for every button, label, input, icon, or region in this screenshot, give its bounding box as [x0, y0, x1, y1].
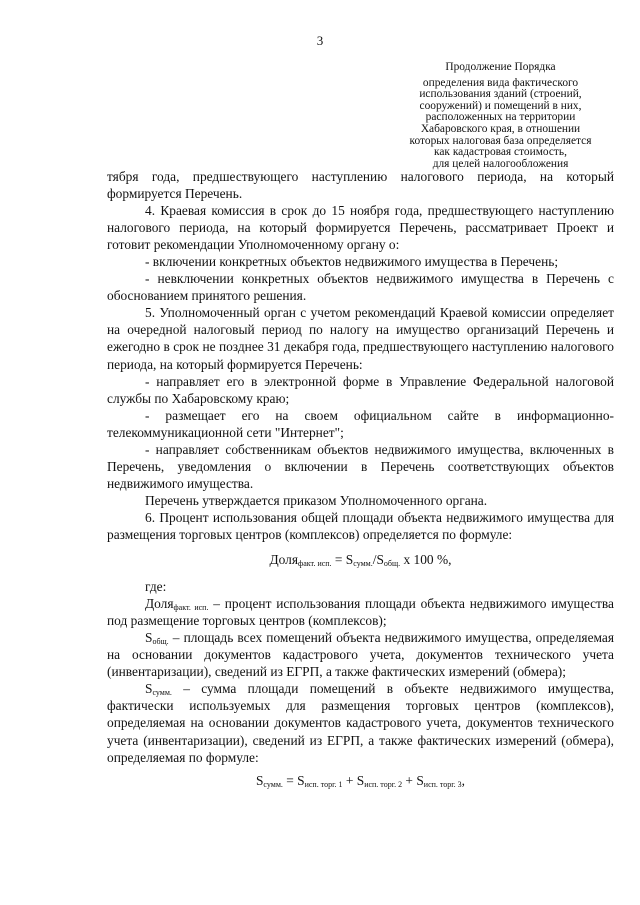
list-item: - размещает его на своем официальном сайте в информационно-телекоммуникационной сети "Интернет";: [107, 407, 614, 440]
definition-dolya: Доля$_{факт. исп.}$ – процент использования площади объекта недвижимого имущества под размещение торговых центров (комплексов);: [107, 596, 614, 629]
formula-share: Доля$_{факт. исп.}$ = $S_{сумм.}/S_{общ.}$ х 100 %,: [269, 552, 452, 569]
header-line: для целей налогообложения: [432, 157, 569, 170]
list-item: - невключении конкретных объектов недвижимого имущества в Перечень с обоснованием принятого решения.: [107, 271, 614, 304]
paragraph: 5. Уполномоченный орган с учетом рекомендаций Краевой комиссии определяет на очередной налоговый период по налогу на имущество организаций Перечень и ежегодно в срок не позднее 31 декабря года, предшествующего наступлению налогового периода, на который формируется Перечень:: [107, 305, 614, 372]
header-line: как кадастровая стоимость,: [434, 146, 567, 159]
formula-sum: $S_{сумм.} = S_{исп. торг. 1} + S_{исп. торг. 2} + S_{исп. торг. 3}$,: [255, 772, 466, 789]
paragraph: 4. Краевая комиссия в срок до 15 ноября года, предшествующего наступлению налогового периода, на который формируется Перечень, рассматривает Проект и готовит рекомендации Уполномоченному органу о:: [107, 203, 614, 253]
header-line: использования зданий (строений,: [419, 88, 582, 101]
definition-s-summ: $S_{сумм.}$ – сумма площади помещений в объекте недвижимого имущества, фактически используемых для размещения торговых центров (комплексов), определяемая на основании документов кадастрового учета, документов технического учета (инвентаризации), сведений из ЕГРП, а также фактических измерений (обмера), определяемая по формуле:: [107, 681, 614, 765]
definition-s-obsh: $S_{общ.}$ – площадь всех помещений объекта недвижимого имущества, определяемая на основании документов кадастрового учета, документов технического учета (инвентаризации), сведений из ЕГРП, а также фактических измерений (обмера);: [107, 630, 614, 680]
list-item: - направляет собственникам объектов недвижимого имущества, включенных в Перечень, уведомления о включении в Перечень соответствующих объектов недвижимого имущества.: [107, 441, 614, 491]
header-line: расположенных на территории: [425, 111, 576, 124]
list-item: - направляет его в электронной форме в Управление Федеральной налоговой службы по Хабаровскому краю;: [107, 373, 614, 406]
header-line: Хабаровского края, в отношении: [420, 122, 581, 135]
header-line: которых налоговая база определяется: [409, 134, 592, 147]
header-continuation: Продолжение Порядка: [445, 61, 556, 73]
header-line: определения вида фактического: [422, 76, 579, 89]
document-header: [388, 62, 613, 170]
paragraph: Перечень утверждается приказом Уполномоченного органа.: [145, 492, 488, 508]
page-number: 3: [316, 33, 324, 48]
document-body: [107, 168, 614, 799]
list-item: - включении конкретных объектов недвижимого имущества в Перечень;: [145, 254, 559, 270]
paragraph: 6. Процент использования общей площади объекта недвижимого имущества для размещения торговых центров (комплексов) определяется по формуле:: [107, 509, 614, 542]
header-line: сооружений) и помещений в них,: [419, 99, 582, 112]
paragraph: тября года, предшествующего наступлению налогового периода, на который формируется Перечень.: [107, 169, 614, 202]
paragraph-where: где:: [145, 579, 167, 595]
